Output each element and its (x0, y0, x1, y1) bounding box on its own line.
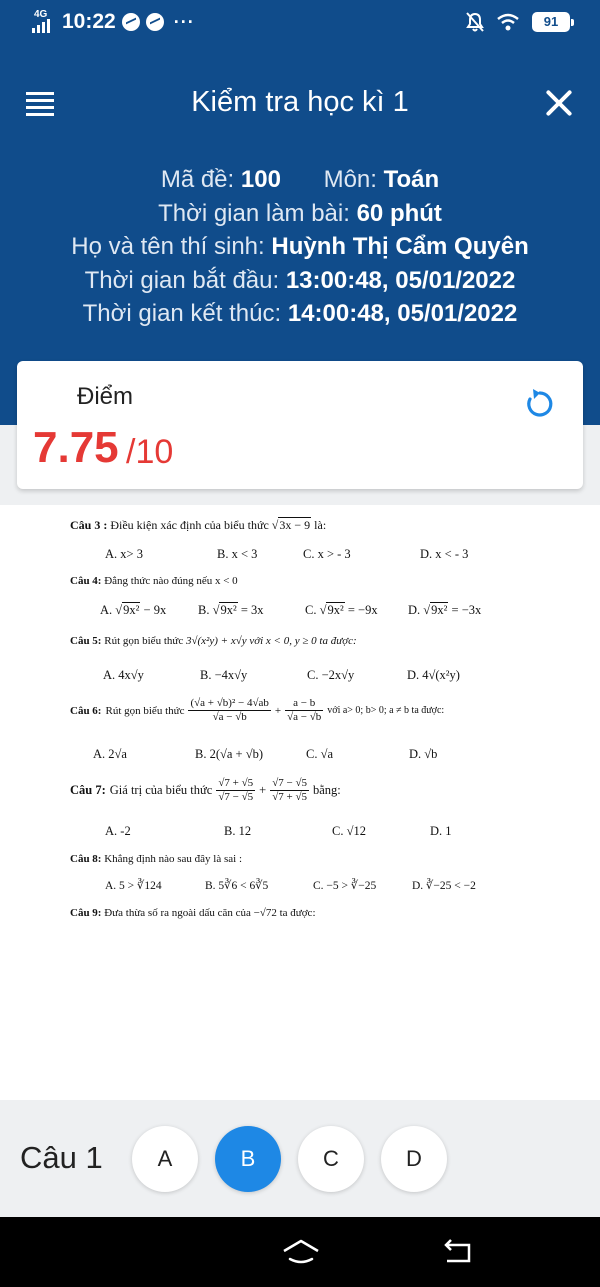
q3-option-c: C. x > - 3 (303, 547, 351, 561)
q4-option-d: D. √9x² = −3x (408, 603, 482, 617)
q5-option-d: D. 4√(x²y) (407, 668, 460, 682)
exam-duration: 60 phút (356, 199, 442, 227)
score-value: 7.75 (33, 423, 119, 472)
score-label: Điểm (77, 383, 134, 410)
q4-option-a: A. √9x² − 9x (100, 603, 167, 617)
question-3: Câu 3 : Điều kiện xác định của biểu thức √3x − 9 là: (70, 518, 327, 532)
messenger-icon (122, 13, 140, 31)
q7-option-d: D. 1 (430, 824, 452, 838)
close-icon[interactable] (544, 88, 574, 118)
system-nav-bar (0, 1217, 600, 1287)
wifi-icon (496, 13, 520, 31)
mute-icon (466, 12, 484, 32)
question-4: Câu 4: Đẳng thức nào đúng nếu x < 0 (70, 575, 238, 587)
q3-option-b: B. x < 3 (217, 547, 258, 561)
q8-option-c: C. −5 > ∛−25 (313, 880, 377, 892)
q7-option-b: B. 12 (224, 824, 252, 838)
answer-option-d[interactable]: D (381, 1126, 447, 1192)
status-bar (0, 0, 600, 46)
q3-option-d: D. x < - 3 (420, 547, 469, 561)
exam-subject: Toán (383, 166, 440, 193)
question-7: Câu 7: Giá trị của biểu thức $\frac{√7 + √5}{√7 - √5}$ + $\frac{√7 - √5}{√7 + √5}$ bằng: (70, 777, 341, 803)
retry-icon[interactable] (523, 387, 557, 421)
q8-option-b: B. 5∛6 < 6∛5 (205, 880, 269, 892)
question-9: Câu 9: Đưa thừa số ra ngoài dấu căn của −√72 ta được: (70, 907, 316, 919)
score-card (17, 361, 583, 489)
q5-option-a: A. 4x√y (103, 668, 144, 682)
start-time: 13:00:48, 05/01/2022 (285, 266, 516, 294)
answer-bar (0, 1100, 600, 1217)
student-name: Huỳnh Thị Cẩm Quyên (271, 233, 529, 260)
q7-option-c: C. √12 (332, 824, 366, 838)
q7-fraction-2: $\frac{√7 - √5}{√7 + √5}$ (272, 777, 307, 803)
answer-option-a[interactable]: A (132, 1126, 198, 1192)
current-question-label: Câu 1 (20, 1140, 103, 1175)
clock: 10:22 (62, 10, 116, 33)
exam-code: 100 (240, 166, 281, 193)
exam-info: Mã đề: 100 Môn: Toán Thời gian làm bài: 60 phút Họ và tên thí sinh: Huỳnh Thị Cẩm Quyên Thời gian bắt đầu: 13:00:48, 05/01/2022 Thời gian kết thúc: 14:00:48, 05/01/2022 (71, 166, 529, 327)
answer-option-c[interactable]: C (298, 1126, 364, 1192)
question-6: Câu 6: Rút gọn biểu thức $\frac{\text{(√a + √b)² − 4√ab}}{√a - √b}$ + $\frac{a - b}{√a - √b}$ với a> 0; b> 0; a ≠ b ta được: (70, 697, 445, 723)
q6-option-c: C. √a (306, 747, 333, 761)
score-max: /10 (126, 433, 174, 471)
q6-fraction-1: $\frac{\text{(√a + √b)² − 4√ab}}{√a - √b}$ (190, 697, 269, 723)
question-8: Câu 8: Khẳng định nào sau đây là sai : (70, 853, 243, 865)
exam-sheet (0, 505, 600, 1100)
battery-icon: 91 (532, 12, 570, 32)
page-title: Kiểm tra học kì 1 (191, 86, 409, 118)
q6-option-b: B. 2(√a + √b) (195, 747, 263, 761)
q8-option-d: D. ∛−25 < −2 (412, 880, 476, 892)
q6-fraction-2: $\frac{a - b}{√a - √b}$ (287, 697, 322, 723)
q6-option-a: A. 2√a (93, 747, 127, 761)
q5-option-c: C. −2x√y (307, 668, 355, 682)
end-time: 14:00:48, 05/01/2022 (287, 300, 518, 327)
q5-option-b: B. −4x√y (200, 668, 248, 682)
q6-option-d: D. √b (409, 747, 438, 761)
question-5: Câu 5: Rút gọn biểu thức 3√(x²y) + x√y với x < 0, y ≥ 0 ta được: (70, 635, 357, 647)
q8-option-a: A. 5 > ∛124 (105, 880, 162, 892)
answer-option-b[interactable]: B (215, 1126, 281, 1192)
back-icon[interactable] (443, 1239, 473, 1265)
home-icon[interactable] (282, 1237, 320, 1267)
q7-option-a: A. -2 (105, 824, 131, 838)
q4-option-c: C. √9x² = −9x (305, 603, 378, 617)
q4-option-b: B. √9x² = 3x (198, 603, 264, 617)
q7-fraction-1: $\frac{√7 + √5}{√7 - √5}$ (218, 777, 254, 803)
signal-icon: 4G (32, 11, 56, 33)
more-notifications-icon: ··· (173, 11, 195, 32)
messenger-icon (146, 13, 164, 31)
q3-option-a: A. x> 3 (105, 547, 143, 561)
